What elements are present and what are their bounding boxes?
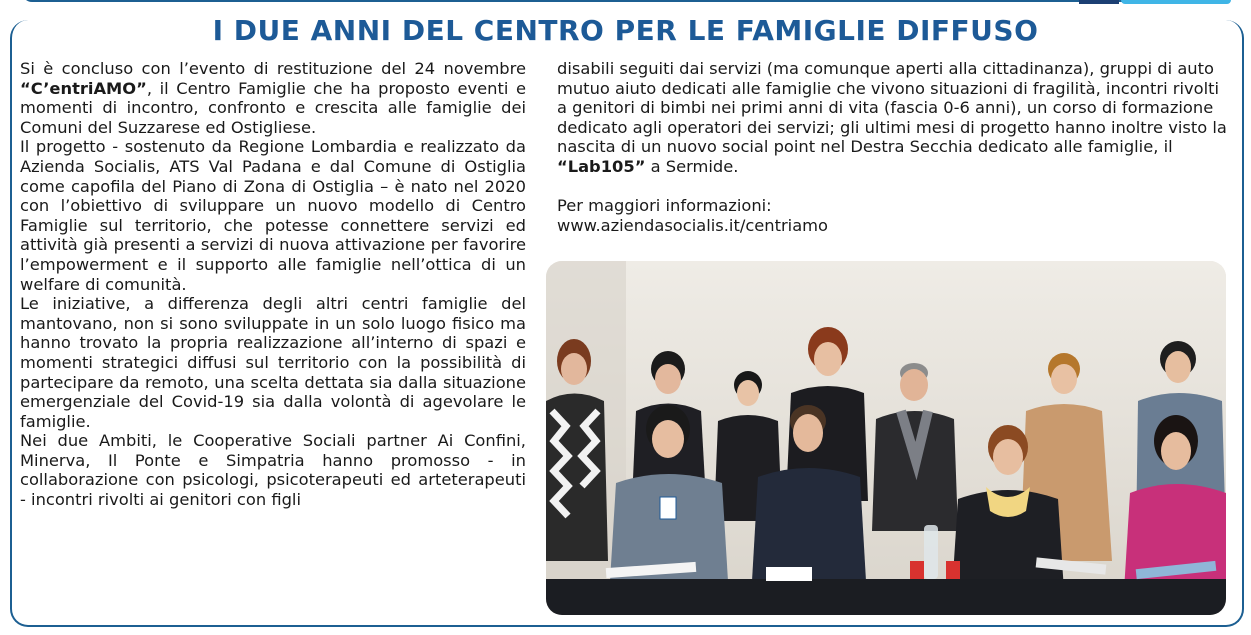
top-border	[22, 0, 1234, 2]
red-cup-2	[946, 561, 960, 579]
info-label: Per maggiori informazioni:	[557, 196, 772, 216]
paragraph-5	[557, 59, 1227, 177]
p5-text-a: disabili seguiti dai servizi (ma comunque aperti alla cittadinanza), gruppi di auto mutuo aiuto dedicati alle famiglie che vivono situazioni di fragilità, incontri rivolti a genitori di bimbi nei primi anni di vita (fascia 0-6 anni), un corso di formazione dedicato agli operatori dei servizi; gli ultimi mesi di progetto hanno inoltre visto la nascita di un nuovo social point nel Destra Secchia dedicato alle famiglie, il	[557, 59, 1227, 157]
paragraph-2: Il progetto - sostenuto da Regione Lombardia e realizzato da Azienda Socialis, ATS Val Padana e dal Comune di Ostiglia come capofila del Piano di Zona di Ostiglia – è nato nel 2020 con l’obiettivo di sviluppare un nuovo modello di Centro Famiglie sul territorio, che potesse connettere servizi ed attività già presenti a servizi di nuova attivazione per favorire l’empowerment e il supporto alle famiglie nell’ottica di un welfare di comunità.	[20, 137, 526, 294]
red-cup-1	[910, 561, 924, 579]
paragraph-4: Nei due Ambiti, le Cooperative Sociali partner Ai Confini, Minerva, Il Ponte e Simpatria hanno promosso - in collaborazione con psicologi, psicoterapeuti ed arteterapeuti - incontri rivolti ai genitori con figli	[20, 431, 526, 510]
spacer	[557, 177, 1227, 197]
table	[546, 579, 1226, 615]
top-accent-light	[1121, 0, 1231, 4]
water-bottle	[924, 525, 938, 579]
p5-text-b: a Sermide.	[645, 156, 739, 176]
lab-name: “Lab105”	[557, 156, 646, 176]
group-photo-illustration	[546, 261, 1226, 615]
left-column	[20, 59, 526, 510]
paragraph-1	[20, 59, 526, 137]
p1-text-a: Si è concluso con l’evento di restituzione del 24 novembre	[20, 59, 526, 78]
article-title: I DUE ANNI DEL CENTRO PER LE FAMIGLIE DIFFUSO	[212, 14, 1039, 47]
event-name: “C’entriAMO”	[20, 78, 147, 98]
info-url[interactable]: www.aziendasocialis.it/centriamo	[557, 215, 829, 235]
paragraph-3: Le iniziative, a differenza degli altri centri famiglie del mantovano, non si sono sviluppate in un solo luogo fisico ma hanno trovato la propria realizzazione all’interno di spazi e momenti strategici diffusi sul territorio con la possibilità di partecipare da remoto, una scelta dettata sia dalla situazione emergenziale del Covid-19 sia dalla volontà di agevolare le famiglie.	[20, 294, 526, 431]
right-column	[557, 59, 1227, 235]
p1-text-b: , il Centro Famiglie che ha proposto eventi e momenti di incontro, confronto e crescita alle famiglie dei Comuni del Suzzarese ed Ostigliese.	[20, 78, 526, 137]
group-photo	[546, 261, 1226, 615]
papers-2	[766, 567, 812, 581]
top-accent-dark	[1079, 0, 1119, 4]
